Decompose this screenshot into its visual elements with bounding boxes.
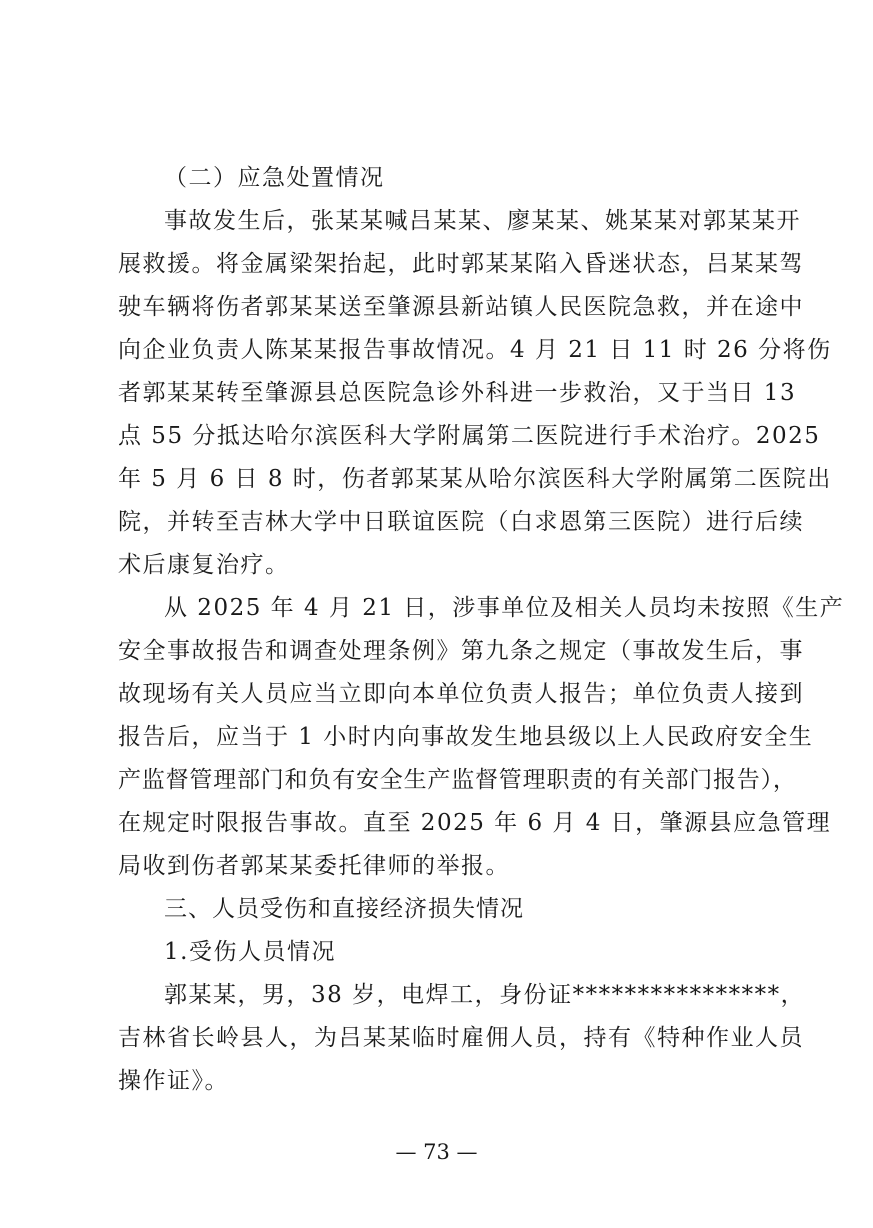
paragraph-line: 向企业负责人陈某某报告事故情况。4 月 21 日 11 时 26 分将伤 <box>118 337 832 363</box>
paragraph-line: 吉林省长岭县人，为吕某某临时雇佣人员，持有《特种作业人员 <box>118 1025 804 1051</box>
page-number: — 73 — <box>395 1140 478 1164</box>
paragraph-line: 操作证》。 <box>118 1068 229 1094</box>
paragraph-line: 在规定时限报告事故。直至 2025 年 6 月 4 日，肇源县应急管理 <box>118 810 832 836</box>
paragraph-line: 故现场有关人员应当立即向本单位负责人报告；单位负责人接到 <box>118 681 804 707</box>
paragraph-line: 术后康复治疗。 <box>118 552 290 578</box>
section-heading: 三、人员受伤和直接经济损失情况 <box>164 896 524 922</box>
paragraph-line: 点 55 分抵达哈尔滨医科大学附属第二医院进行手术治疗。2025 <box>118 423 821 449</box>
paragraph-line: 展救援。将金属梁架抬起，此时郭某某陷入昏迷状态，吕某某驾 <box>118 251 804 277</box>
paragraph-line: 产监督管理部门和负有安全生产监督管理职责的有关部门报告）， <box>118 767 797 793</box>
paragraph-line: 事故发生后，张某某喊吕某某、廖某某、姚某某对郭某某开 <box>164 208 801 234</box>
paragraph-line: 郭某某，男，38 岁，电焊工，身份证****************， <box>164 982 806 1008</box>
subsection-heading: （二）应急处置情况 <box>164 165 385 191</box>
paragraph-line: 安全事故报告和调查处理条例》第九条之规定（事故发生后，事 <box>118 638 804 664</box>
paragraph-line: 局收到伤者郭某某委托律师的举报。 <box>118 853 510 879</box>
paragraph-line: 报告后，应当于 1 小时内向事故发生地县级以上人民政府安全生 <box>118 724 814 750</box>
paragraph-line: 院，并转至吉林大学中日联谊医院（白求恩第三医院）进行后续 <box>118 509 804 535</box>
paragraph-line: 驶车辆将伤者郭某某送至肇源县新站镇人民医院急救，并在途中 <box>118 294 804 320</box>
paragraph-line: 者郭某某转至肇源县总医院急诊外科进一步救治，又于当日 13 <box>118 380 797 406</box>
paragraph-line: 从 2025 年 4 月 21 日，涉事单位及相关人员均未按照《生产 <box>164 595 845 621</box>
paragraph-line: 年 5 月 6 日 8 时，伤者郭某某从哈尔滨医科大学附属第二医院出 <box>118 466 832 492</box>
subsection-heading: 1.受伤人员情况 <box>164 939 336 965</box>
